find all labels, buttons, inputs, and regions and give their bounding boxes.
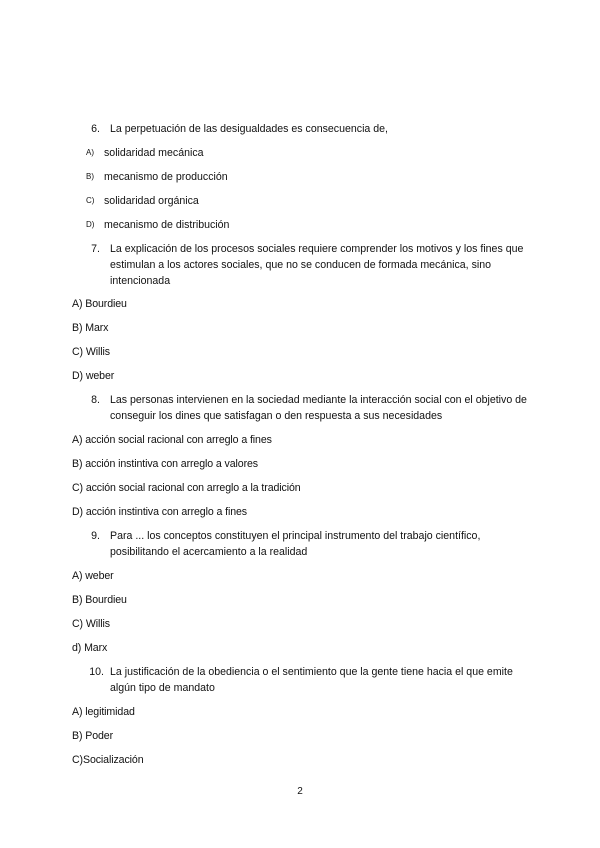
question-number: 6. (91, 123, 100, 135)
answer-option: D) acción instintiva con arreglo a fines (72, 506, 248, 518)
question-text: La justificación de la obediencia o el sentimiento que la gente tiene hacia el que emite algún tipo de mandato (110, 666, 513, 694)
answer-option: B) Marx (72, 322, 109, 334)
option-text: solidaridad mecánica (104, 147, 204, 159)
answer-option: C) acción social racional con arreglo a la tradición (72, 482, 301, 494)
answer-option: A) legitimidad (72, 706, 135, 718)
answer-option: B) Bourdieu (72, 594, 127, 606)
option-letter: C) (86, 196, 95, 205)
option-text: solidaridad orgánica (104, 195, 199, 207)
answer-option: B) Poder (72, 730, 114, 742)
option-letter: B) (86, 172, 94, 181)
question-text: La explicación de los procesos sociales requiere comprender los motivos y los fines que estimulan a los actores sociales, que no se conducen de formada mecánica, sino intencionada (110, 243, 524, 287)
answer-option: d) Marx (72, 642, 108, 654)
page-number: 2 (297, 786, 303, 797)
answer-option: A) acción social racional con arreglo a fines (72, 434, 272, 446)
answer-option: B) acción instintiva con arreglo a valores (72, 458, 258, 470)
question-number: 9. (91, 530, 100, 542)
answer-option: C)Socialización (72, 754, 144, 766)
question-text: Las personas intervienen en la sociedad mediante la interacción social con el objetivo de conseguir los dines que satisfagan o den respuesta a sus necesidades (110, 394, 527, 422)
answer-option: D) weber (72, 370, 115, 382)
option-letter: A) (86, 148, 94, 157)
question-number: 10. (89, 666, 104, 678)
question-text: Para ... los conceptos constituyen el principal instrumento del trabajo científico, posibilitando el acercamiento a la realidad (110, 530, 481, 558)
option-text: mecanismo de distribución (104, 219, 230, 231)
answer-option: A) Bourdieu (72, 298, 127, 310)
question-text: La perpetuación de las desigualdades es consecuencia de, (110, 123, 388, 135)
option-letter: D) (86, 220, 95, 229)
answer-option: C) Willis (72, 618, 110, 630)
answer-option: C) Willis (72, 346, 110, 358)
answer-option: A) weber (72, 570, 114, 582)
question-number: 7. (91, 243, 100, 255)
option-text: mecanismo de producción (104, 171, 228, 183)
question-number: 8. (91, 394, 100, 406)
